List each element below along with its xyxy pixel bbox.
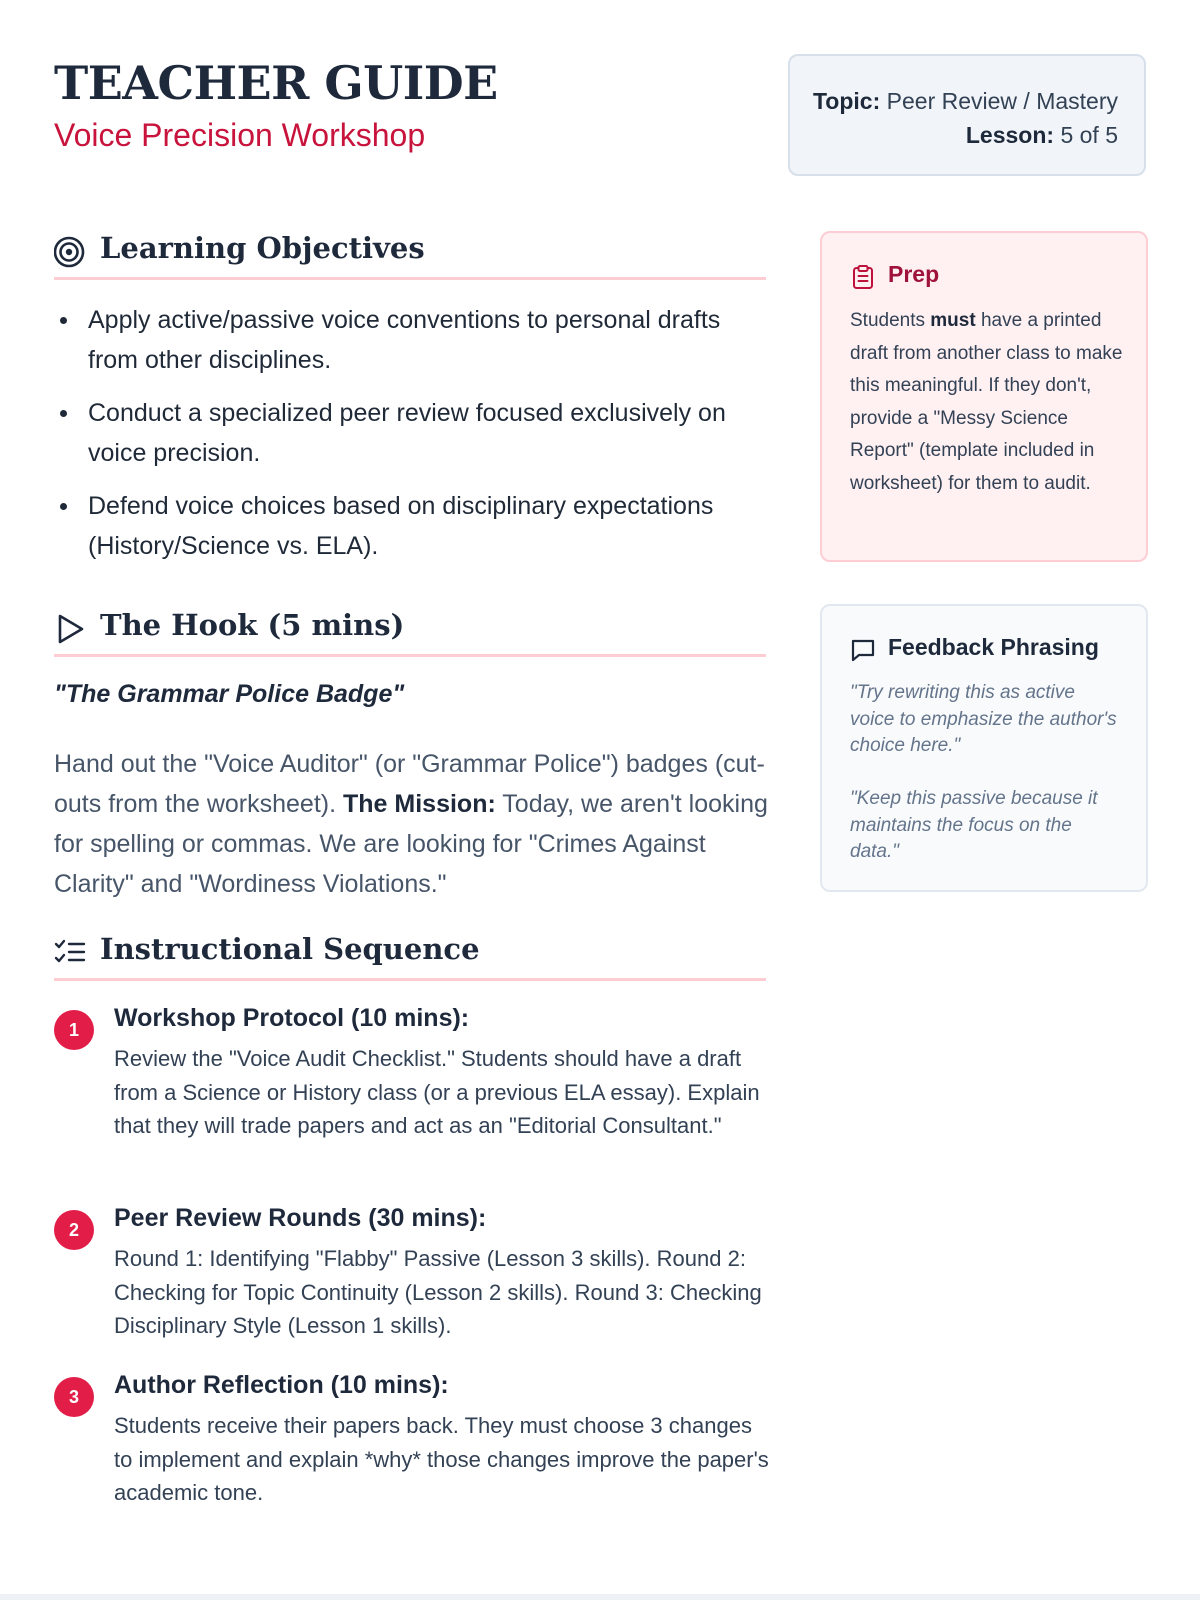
prep-text — [850, 305, 1130, 500]
step-title: Peer Review Rounds (30 mins): — [114, 1204, 487, 1232]
hook-body — [54, 744, 774, 904]
hook-body-rest: Today, we aren't looking for spelling or commas. We are looking for "Crimes Against Clarity" and "Wordiness Violations." — [54, 790, 768, 898]
step-body: Students receive their papers back. They must choose 3 changes to implement and explain *why* those changes improve the paper's academic tone. — [114, 1413, 769, 1505]
step-title: Workshop Protocol (10 mins): — [114, 1004, 470, 1032]
sequence-heading-label: Instructional Sequence — [100, 932, 480, 966]
hook-mission-label: The Mission: — [343, 790, 496, 818]
checklist-icon — [54, 936, 88, 970]
prep-text-after: have a printed draft from another class to make this meaningful. If they don't, provide a "Messy Science Report" (template included in worksheet) for them to audit. — [850, 310, 1123, 494]
hook-body-intro: Hand out the "Voice Auditor" (or "Grammar Police") badges (cut-outs from the worksheet). — [54, 750, 765, 818]
prep-box — [820, 231, 1148, 562]
step-body: Round 1: Identifying "Flabby" Passive (Lesson 3 skills). Round 2: Checking for Topic Continuity (Lesson 2 skills). Round 3: Checking Disciplinary Style (Lesson 1 skills). — [114, 1246, 762, 1338]
topic-line — [790, 84, 1118, 118]
objectives-heading-label: Learning Objectives — [100, 231, 425, 265]
hook-quote: "The Grammar Police Badge" — [54, 680, 405, 708]
feedback-quote: "Try rewriting this as active voice to emphasize the author's choice here." — [850, 682, 1117, 756]
clipboard-icon — [850, 264, 876, 290]
sequence-heading — [54, 932, 766, 981]
page-title: TEACHER GUIDE — [54, 56, 498, 110]
topic-label: Topic: — [812, 88, 881, 114]
lesson-line — [790, 118, 1118, 152]
lesson-label: Lesson: — [965, 122, 1055, 148]
step-number-badge: 1 — [54, 1010, 94, 1050]
lesson-meta-box — [788, 54, 1146, 176]
step-body: Review the "Voice Audit Checklist." Students should have a draft from a Science or History class (or a previous ELA essay). Explain that they will trade papers and act as an "Editorial Consultant." — [114, 1046, 760, 1138]
hook-heading — [54, 608, 766, 657]
feedback-box — [820, 604, 1148, 892]
list-item: Conduct a specialized peer review focused exclusively on voice precision. — [54, 393, 774, 473]
topic-value: Peer Review / Mastery — [886, 88, 1118, 114]
prep-title: Prep — [888, 261, 940, 287]
step-number-badge: 2 — [54, 1210, 94, 1250]
list-item: Defend voice choices based on disciplinary expectations (History/Science vs. ELA). — [54, 486, 774, 566]
prep-text-before: Students — [850, 310, 931, 331]
step-number-badge: 3 — [54, 1377, 94, 1417]
speech-bubble-icon — [850, 637, 876, 663]
feedback-title: Feedback Phrasing — [888, 634, 1099, 660]
target-icon — [54, 235, 88, 269]
play-icon — [54, 612, 88, 646]
feedback-quote: "Keep this passive because it maintains the focus on the data." — [850, 788, 1098, 862]
prep-text-bold: must — [930, 310, 976, 331]
step-title: Author Reflection (10 mins): — [114, 1371, 449, 1399]
objectives-list — [54, 300, 774, 579]
hook-heading-label: The Hook (5 mins) — [100, 608, 405, 642]
page-bottom-border — [0, 1594, 1200, 1600]
lesson-value: 5 of 5 — [1060, 122, 1118, 148]
page-subtitle: Voice Precision Workshop — [54, 117, 426, 153]
objectives-heading — [54, 231, 766, 280]
list-item: Apply active/passive voice conventions to personal drafts from other disciplines. — [54, 300, 774, 380]
